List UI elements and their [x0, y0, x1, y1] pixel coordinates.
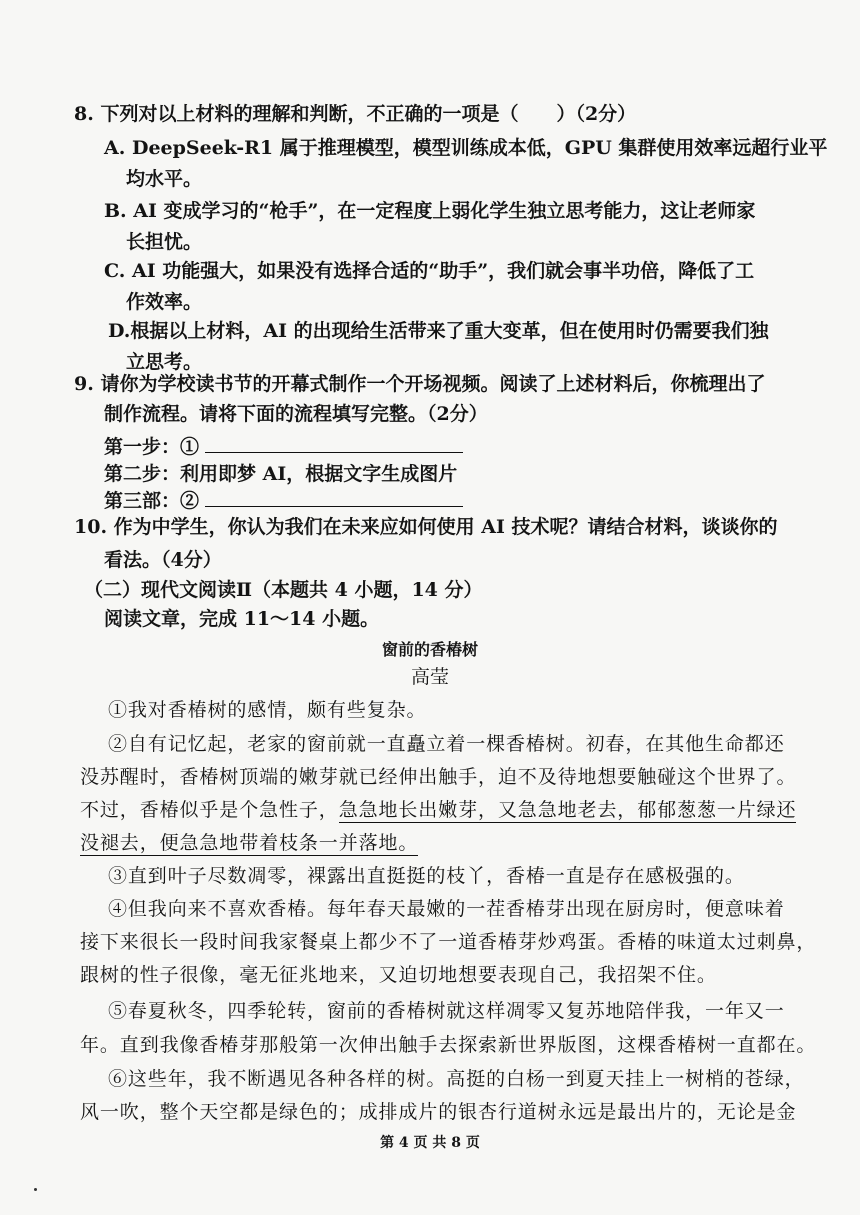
article-para-4-line3: 跟树的性子很像，毫无征兆地来，又迫切地想要表现自己，我招架不住。: [80, 964, 717, 986]
q8-option-c-line2: 作效率。: [126, 291, 203, 313]
article-para-2-line4: [80, 830, 418, 856]
q10-stem-line2: 看法。（4分）: [104, 549, 222, 571]
q9-step3-label: 第三部：②: [104, 490, 200, 512]
q8-option-b-line1: B. AI 变成学习的“枪手”，在一定程度上弱化学生独立思考能力，这让老师家: [104, 200, 756, 222]
q9-step1: [104, 432, 463, 460]
article-para-5-line2: 年。直到我像香椿芽那般第一次伸出触手去探索新世界版图，这棵香椿树一直都在。: [80, 1034, 817, 1056]
q8-stem: 8. 下列对以上材料的理解和判断，不正确的一项是（ ）（2分）: [74, 103, 637, 125]
article-para-4-line2: 接下来很长一段时间我家餐桌上都少不了一道香椿芽炒鸡蛋。香椿的味道太过刺鼻，: [80, 931, 817, 953]
q8-option-c-line1: C. AI 功能强大，如果没有选择合适的“助手”，我们就会事半功倍，降低了工: [104, 260, 755, 282]
article-para-4-line1: ④但我向来不喜欢香椿。每年春天最嫩的一茬香椿芽出现在厨房时，便意味着: [108, 898, 785, 920]
article-para-3: ③直到叶子尽数凋零，裸露出直挺挺的枝丫，香椿一直是存在感极强的。: [108, 865, 745, 887]
q8-option-b-line2: 长担忧。: [126, 231, 203, 253]
q10-stem-line1: 10. 作为中学生，你认为我们在未来应如何使用 AI 技术呢？请结合材料，谈谈你的: [74, 516, 778, 538]
q9-step2: 第二步：利用即梦 AI，根据文字生成图片: [104, 463, 458, 485]
article-para-2-line1: ②自有记忆起，老家的窗前就一直矗立着一棵香椿树。初春，在其他生命都还: [108, 733, 785, 755]
article-para-1: ①我对香椿树的感情，颇有些复杂。: [108, 699, 427, 721]
article-para-2-plain: 不过，香椿似乎是个急性子，: [80, 799, 339, 821]
q9-step1-answer-blank[interactable]: [205, 432, 463, 453]
q8-option-d-line2: 立思考。: [126, 351, 203, 373]
scan-speck: [34, 1188, 37, 1191]
article-para-6-line2: 风一吹，整个天空都是绿色的；成排成片的银杏行道树永远是最出片的，无论是金: [80, 1101, 797, 1123]
q9-step3-answer-blank[interactable]: [205, 486, 463, 507]
article-title: 窗前的香椿树: [381, 640, 478, 659]
q9-step3: [104, 486, 463, 514]
article-para-2-underlined-a: 急急地长出嫩芽，又急急地老去，郁郁葱葱一片绿还: [338, 799, 797, 821]
q9-stem-line2: 制作流程。请将下面的流程填写完整。（2分）: [104, 403, 488, 425]
article-para-5-line1: ⑤春夏秋冬，四季轮转，窗前的香椿树就这样凋零又复苏地陪伴我，一年又一: [108, 1000, 785, 1022]
article-para-2-underlined-b: 没褪去，便急急地带着枝条一并落地。: [80, 832, 419, 854]
q9-step1-label: 第一步：①: [104, 436, 200, 458]
q8-option-d-line1: D.根据以上材料，AI 的出现给生活带来了重大变革，但在使用时仍需要我们独: [108, 320, 769, 342]
article-para-2-line3: [80, 797, 796, 823]
section-instruction: 阅读文章，完成 11～14 小题。: [104, 608, 380, 630]
article-para-6-line1: ⑥这些年，我不断遇见各种各样的树。高挺的白杨一到夏天挂上一树梢的苍绿，: [108, 1068, 805, 1090]
q8-option-a-line2: 均水平。: [126, 168, 203, 190]
article-author: 高莹: [410, 666, 449, 688]
q8-option-a-line1: A. DeepSeek-R1 属于推理模型，模型训练成本低，GPU 集群使用效率远超行业平: [104, 137, 828, 159]
section-heading: （二）现代文阅读Ⅱ（本题共 4 小题，14 分）: [84, 579, 483, 601]
article-para-2-line2: 没苏醒时，香椿树顶端的嫩芽就已经伸出触手，迫不及待地想要触碰这个世界了。: [80, 766, 797, 788]
page-footer: 第 4 页 共 8 页: [380, 1135, 480, 1151]
q9-stem-line1: 9. 请你为学校读书节的开幕式制作一个开场视频。阅读了上述材料后，你梳理出了: [74, 373, 766, 395]
